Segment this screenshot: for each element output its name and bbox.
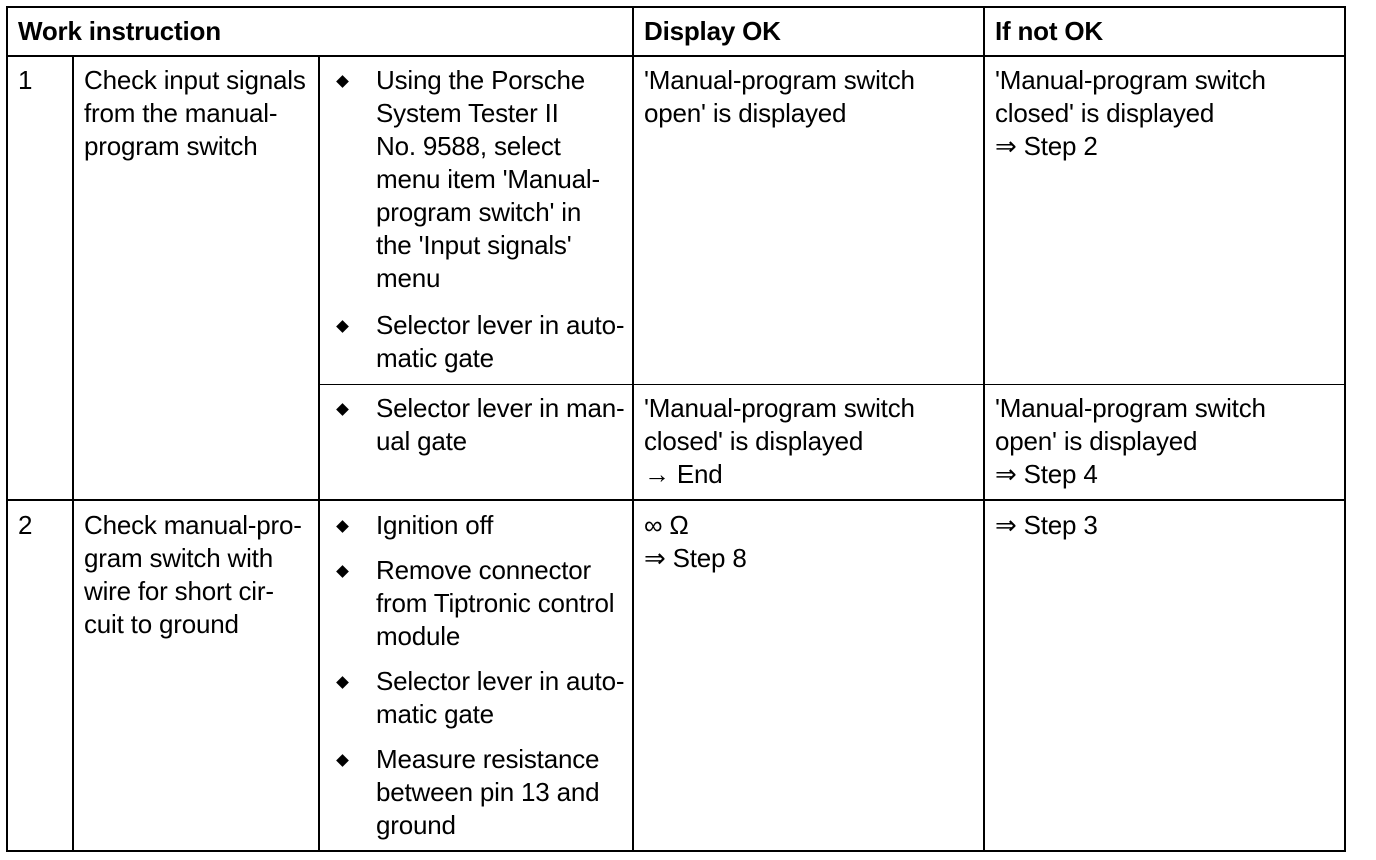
header-work-instruction: Work instruction	[18, 16, 221, 46]
subrow-divider	[319, 384, 1346, 385]
header-divider	[6, 55, 1346, 57]
work-instruction-table	[6, 6, 1346, 852]
diamond-bullet-icon	[336, 403, 349, 416]
table-border-left	[6, 6, 8, 852]
table-border-top	[6, 6, 1346, 8]
col-divider-description	[318, 55, 320, 852]
row-2-step-text: Ignition off	[376, 510, 494, 540]
row-1b-display-ok: 'Manual-program switch closed' is displayed → End	[644, 393, 915, 489]
row-1b-if-not-ok: 'Manual-program switch open' is displayed ⇒ Step 4	[995, 393, 1266, 489]
header-display-ok: Display OK	[644, 16, 781, 46]
row-1-step-text: Using the Porsche System Tester II No. 9588, select menu item 'Manual- program switch' in the 'Input signals' menu	[376, 65, 600, 293]
row-2-if-not-ok: ⇒ Step 3	[995, 510, 1098, 540]
table-border-right	[1344, 6, 1346, 852]
table-border-bottom	[6, 850, 1346, 852]
diamond-bullet-icon	[336, 676, 349, 689]
row-divider	[6, 499, 1346, 501]
col-divider-display-ok	[983, 6, 985, 852]
row-2-description: Check manual-pro- gram switch with wire for short cir- cuit to ground	[84, 510, 302, 639]
diamond-bullet-icon	[336, 754, 349, 767]
row-2-step-text: Selector lever in auto- matic gate	[376, 666, 625, 729]
diamond-bullet-icon	[336, 75, 349, 88]
row-1a-if-not-ok: 'Manual-program switch closed' is displayed ⇒ Step 2	[995, 65, 1266, 161]
row-1-description: Check input signals from the manual- program switch	[84, 65, 306, 161]
row-2-number: 2	[18, 510, 33, 540]
col-divider-number	[72, 55, 74, 852]
row-2-step-text: Measure resistance between pin 13 and ground	[376, 744, 600, 840]
diamond-bullet-icon	[336, 565, 349, 578]
row-1a-display-ok: 'Manual-program switch open' is displayed	[644, 65, 915, 128]
row-1-step-text: Selector lever in auto- matic gate	[376, 310, 625, 373]
row-2-display-ok: ∞ Ω ⇒ Step 8	[644, 510, 747, 573]
diamond-bullet-icon	[336, 320, 349, 333]
row-1-number: 1	[18, 65, 33, 95]
header-if-not-ok: If not OK	[995, 16, 1103, 46]
row-2-step-text: Remove connector from Tiptronic control module	[376, 555, 615, 651]
diamond-bullet-icon	[336, 520, 349, 533]
row-1b-step-text: Selector lever in man- ual gate	[376, 393, 625, 456]
